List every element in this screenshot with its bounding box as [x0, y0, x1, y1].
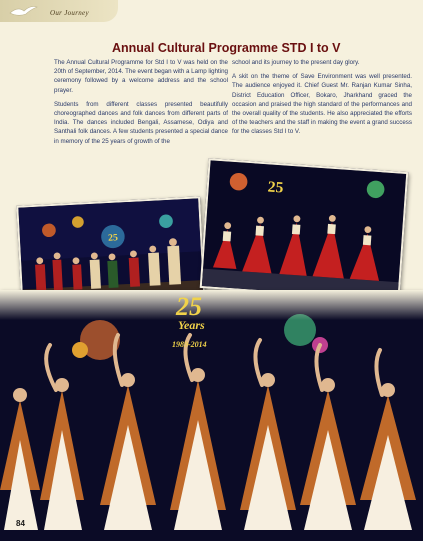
paragraph: school and its journey to the present day glory.: [232, 59, 360, 66]
section-header-tab: [0, 0, 118, 22]
paragraph: Students from different classes presented beautifully choreographed dances and folk dances from different parts of India. The dances included Bengali, Assamese, Odiya and Santhali folk dances. A few students presented a special dance in memory of the 25 years of growth of the: [54, 100, 228, 145]
page-number: 84: [16, 519, 25, 528]
red-dancers-photo: [200, 158, 409, 302]
paragraph: The Annual Cultural Programme for Std I to V was held on the 20th of September, 2014. The event began with a Lamp lighting ceremony followed by a welcome address and the school prayer.: [54, 59, 228, 94]
article-column-left: [54, 58, 228, 151]
page-title: Annual Cultural Programme STD I to V: [112, 41, 341, 55]
section-label: Our Journey: [50, 9, 89, 17]
banner-word: Years: [178, 318, 205, 332]
banner-25-mark: 25: [267, 178, 284, 197]
main-dance-photo: [0, 290, 423, 541]
banner-years: 1989-2014: [172, 340, 207, 349]
paragraph: A skit on the theme of Save Environment was well presented. The audience enjoyed it. Chief Guest Mr. Ranjan Kumar Sinha, District Education Officer, Bokaro, Jharkhand graced the occasion and praised the high standard of the performances and the overall quality of the students. He also appreciated the efforts of the teachers and the staff in making the event a grand success for the classes Std I to V.: [232, 73, 412, 136]
stage-banner-mark: 25: [107, 232, 119, 244]
article-column-right: [232, 58, 412, 142]
banner-number: 25: [176, 292, 202, 321]
dove-icon: [8, 4, 38, 18]
